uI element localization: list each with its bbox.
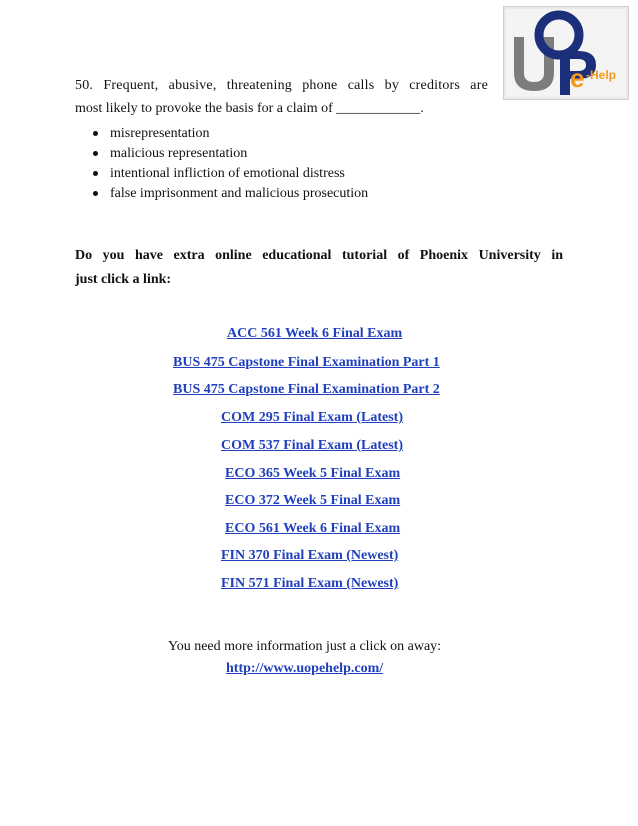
question-text	[75, 74, 488, 120]
exam-link[interactable]: ECO 561 Week 6 Final Exam	[225, 521, 401, 536]
svg-text:e: e	[570, 63, 585, 93]
exam-link[interactable]: ACC 561 Week 6 Final Exam	[227, 326, 403, 341]
svg-text:-Help: -Help	[586, 68, 616, 82]
option-item: false imprisonment and malicious prosecution	[93, 184, 368, 204]
exam-link[interactable]: BUS 475 Capstone Final Examination Part 1	[173, 355, 440, 370]
exam-link[interactable]: COM 537 Final Exam (Latest)	[221, 438, 403, 453]
exam-link[interactable]: FIN 370 Final Exam (Newest)	[221, 548, 399, 563]
answer-options	[93, 124, 368, 204]
uop-ehelp-logo[interactable]	[503, 6, 629, 100]
exam-link[interactable]: BUS 475 Capstone Final Examination Part 2	[173, 382, 440, 397]
more-info-text: You need more information just a click on away:	[168, 639, 442, 654]
tutorial-prompt	[75, 244, 563, 292]
option-item: malicious representation	[93, 144, 368, 164]
tutorial-prompt-line-2: just click a link:	[75, 272, 172, 287]
question-line-2: most likely to provoke the basis for a claim of ____________.	[75, 101, 424, 116]
question-line-1: 50. Frequent, abusive, threatening phone calls by creditors are	[75, 78, 488, 93]
option-item: misrepresentation	[93, 124, 368, 144]
exam-link[interactable]: COM 295 Final Exam (Latest)	[221, 410, 403, 425]
tutorial-prompt-line-1: Do you have extra online educational tutorial of Phoenix University in	[75, 248, 563, 263]
exam-link[interactable]: ECO 372 Week 5 Final Exam	[225, 493, 401, 508]
exam-link[interactable]: ECO 365 Week 5 Final Exam	[225, 466, 401, 481]
exam-link[interactable]: FIN 571 Final Exam (Newest)	[221, 576, 399, 591]
option-item: intentional infliction of emotional distress	[93, 164, 368, 184]
website-link[interactable]: http://www.uopehelp.com/	[226, 661, 384, 676]
logo-graphic	[504, 7, 628, 99]
